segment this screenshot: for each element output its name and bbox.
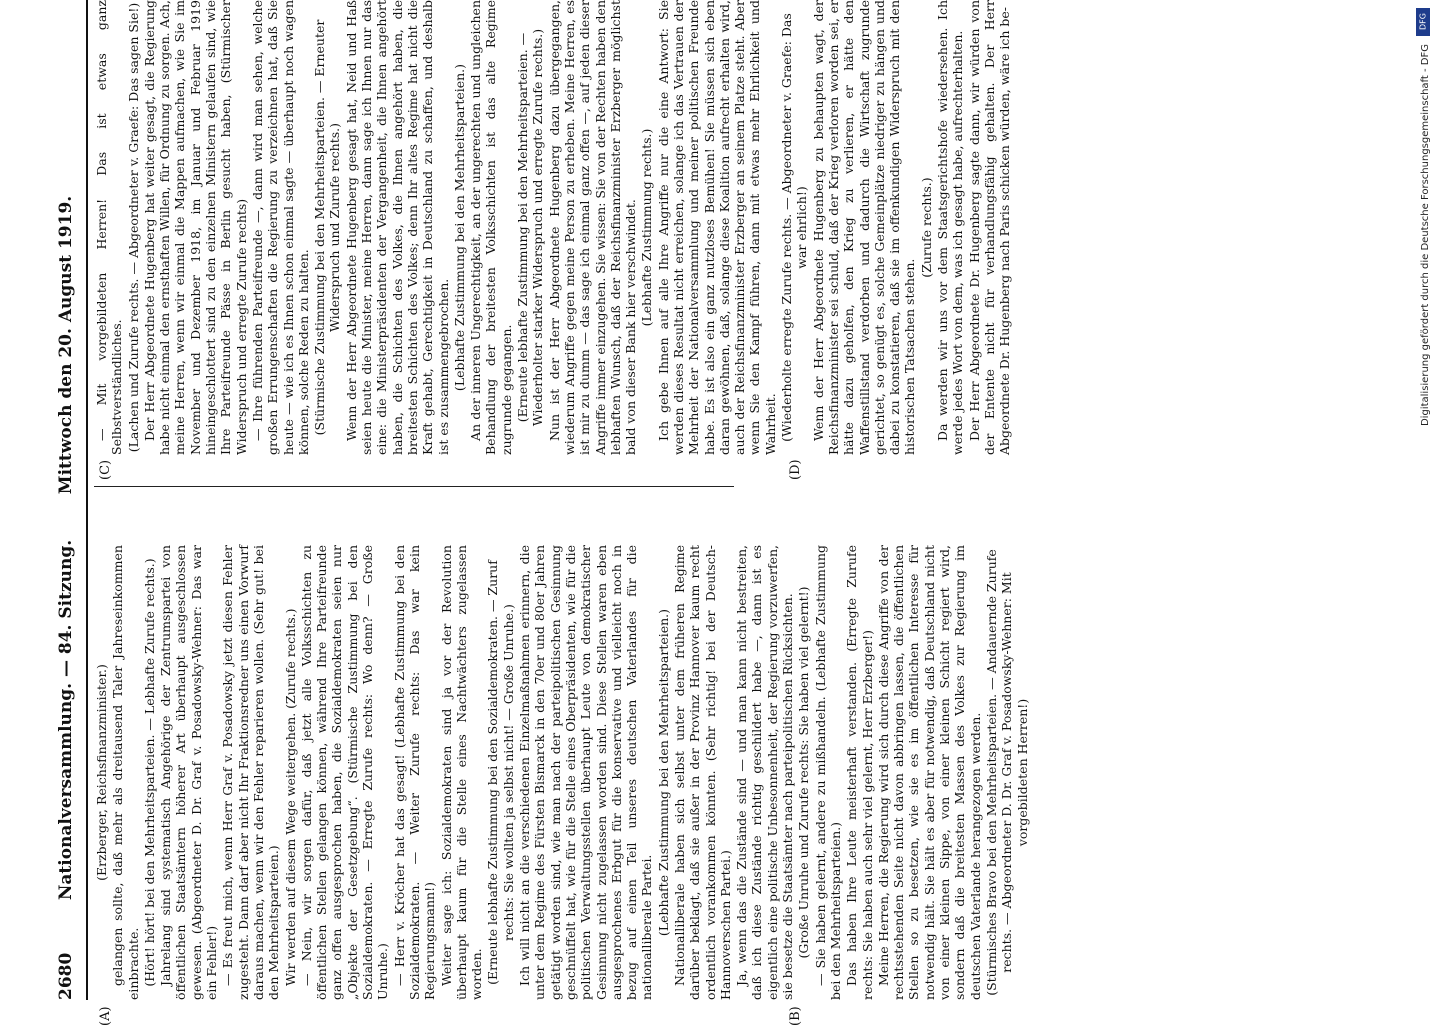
paragraph: Jahrelang sind systematisch Angehörige der Zentrumspartei von öffentlichen Staatsämtern höherer Art überhaupt ausgeschlossen gewesen. (Abgeordneter D. Dr. Graf v. Posadowsky-Wehner: Das war ein Fehler!) (158, 545, 220, 1000)
paragraph: (Hört! hört! bei den Mehrheitsparteien. — Lebhafte Zurufe rechts.) (141, 558, 157, 987)
text-column-left (94, 545, 1030, 1000)
paragraph: (Zurufe rechts.) (918, 177, 934, 278)
paragraph: (Stürmisches Bravo bei den Mehrheitsparteien. — Andauernde Zurufe rechts. — Abgeordneter D. Dr. Graf v. Posadowsky-Wehner: Mit vorgebildeten Herren!) (983, 549, 1030, 996)
paragraph: (Erneute lebhafte Zustimmung bei den Mehrheitsparteien. — Wiederholter starker Widerspruch und erregte Zurufe rechts.) (515, 28, 546, 427)
header-title-right: Mittwoch den 20. August 1919. (56, 195, 76, 495)
paragraph: (Stürmische Zustimmung bei den Mehrheitsparteien. — Erneuter Widerspruch und Zurufe rechts.) (312, 19, 343, 436)
paragraph: — Sie haben gelernt, andere zu mißhandeln. (Lebhafte Zustimmung bei den Mehrheitsparteien.) (812, 545, 843, 1000)
margin-marker-d: (D) (788, 459, 803, 480)
paragraph: (Wiederholte erregte Zurufe rechts. — Abgeordneter v. Graefe: Das war ehrlich!) (779, 13, 810, 442)
header-title-left: Nationalversammlung. — 84. Sitzung. (56, 539, 76, 901)
page-number: 2680 (56, 952, 76, 1000)
paragraph: (Lebhafte Zustimmung bei den Mehrheitsparteien.) (655, 608, 671, 937)
paragraph: — Mit vorgebildeten Herren! Das ist etwas ganz Selbstverständliches. (94, 0, 125, 455)
paragraph: Nationalliberale haben sich selbst unter dem früheren Regime darüber beklagt, daß sie außer in der Provinz Hannover kaum recht ordentlich vorankommen könnten. (Sehr richtig! bei der Deutsch-Hannoverschen Partei.) (671, 545, 733, 1000)
paragraph: Meine Herren, die Regierung wird sich durch diese Angriffe von der rechtsstehenden Seite nicht davon abbringen lassen, die öffentlichen Stellen so zu besetzen, wie sie es im öffentlichen Interesse für notwendig hält. Sie hält es aber für notwendig, daß Deutschland nicht von einer kleinen Sippe, von einer kleinen Schicht regiert wird, sondern daß die breitesten Massen des Volkes zur Regierung im deutschen Vaterlande herangezogen werden. (875, 545, 983, 1000)
margin-marker-a: (A) (98, 1006, 113, 1026)
paragraph: Wenn der Herr Abgeordnete Hugenberg zu behaupten wagt, der Reichsfinanzminister sei schuld, daß der Krieg verloren worden sei, er hätte dazu geholfen, den Krieg zu verlieren, er hätte den Waffenstillstand verdorben und dadurch die Wirtschaft zugrunde gerichtet, so genügt es, solche Gemeinplätze niedriger zu hängen und dabei zu konstatieren, daß sie im offenkundigen Widerspruch mit den historischen Tatsachen stehen. (810, 0, 918, 455)
margin-marker-b: (B) (788, 1006, 803, 1026)
paragraph: Da werden wir uns vor dem Staatsgerichtshofe wiedersehen. Ich werde jedes Wort von dem, was ich gesagt habe, aufrechterhalten. (935, 0, 966, 455)
paragraph: (Lachen und Zurufe rechts. — Abgeordneter v. Graefe: Das sagen Sie!) (125, 2, 141, 453)
dfg-logo: DFG (1416, 8, 1430, 36)
paragraph: Ich gebe Ihnen auf alle Ihre Angriffe nur die eine Antwort: Sie werden dieses Resultat nicht erreichen, solange ich das Vertrauen der Mehrheit der Nationalversammlung und meiner politischen Freunde habe. Es ist also ein ganz nutzloses Bemühen! Sie müssen sich eben daran gewöhnen, daß, solange diese Koalition aufrecht erhalten wird, auch der Reichsfinanzminister Erzberger an seinem Platze steht. Aber wenn Sie den Kampf führen, dann mit etwas mehr Ehrlichkeit und Wahrheit. (655, 0, 778, 455)
header-rule (86, 0, 88, 1000)
paragraph: Weiter sage ich: Sozialdemokraten sind ja vor der Revolution überhaupt kaum für die Stelle eines Nachtwächters zugelassen worden. (438, 545, 485, 1000)
paragraph: — Ihre führenden Parteifreunde —, dann wird man sehen, welche großen Errungenschaften die Regierung zu verzeichnen hat, daß Sie heute — wie ich es Ihnen schon einmal sagte — überhaupt noch wagen können, solche Reden zu halten. (249, 0, 311, 455)
rotated-page (48, 0, 1383, 1026)
margin-marker-c: (C) (98, 459, 113, 480)
paragraph: — Nein, wir sorgen dafür, daß jetzt alle Volksschichten zu öffentlichen Stellen gelangen können, während Ihre Parteifreunde ganz offen ausgesprochen haben, die Sozialdemokraten seien nur „Objekte der Gesetzgebung“. (Stürmische Zustimmung bei den Sozialdemokraten. — Erregte Zurufe rechts: Wo denn? — Große Unruhe.) (298, 545, 391, 1000)
paragraph: gelangen sollte, daß mehr als dreitausend Taler Jahreseinkommen einbrachte. (110, 545, 141, 1000)
paragraph: Ja, wenn das die Zustände sind — und man kann nicht bestreiten, daß ich diese Zustände richtig geschildert habe —, dann ist es eigentlich eine politische Unbesonnenheit, der Regierung vorzuwerfen, sie besetze die Staatsämter nach parteipolitischen Rücksichten. (734, 545, 796, 1000)
paragraph: Das haben Ihre Leute meisterhaft verstanden. (Erregte Zurufe rechts: Sie haben auch sehr viel gelernt, Herr Erzberger!) (844, 545, 875, 1000)
paragraph: (Lebhafte Zustimmung bei den Mehrheitsparteien.) (451, 63, 467, 392)
paragraph: Wenn der Herr Abgeordnete Hugenberg gesagt hat, Neid und Haß seien heute die Minister, meine Herren, dann sage ich Ihnen nur das eine: die Ministerpräsidenten der Vergangenheit, die Ihnen angehört haben, die Schichten des Volkes, die Ihnen angehört haben, die breitesten Schichten des Volkes; denn Ihr altes Regime hat nicht die Kraft gehabt, Gerechtigkeit in Deutschland zu schaffen, und deshalb ist es zusammengebrochen. (343, 0, 451, 455)
digitization-watermark: Digitalisierung gefördert durch die Deutsche Forschungsgemeinschaft - DFG (1420, 44, 1431, 427)
column-divider (94, 486, 734, 487)
paragraph: Nun ist der Herr Abgeordnete Hugenberg dazu übergegangen, wiederum Angriffe gegen meine Person zu erheben. Meine Herren, es ist mir zu dumm — das sage ich einmal ganz offen —, auf jeden dieser Angriffe immer einzugehen. Sie wissen: Sie von der Rechten haben den lebhaften Wunsch, daß der Reichsfinanzminister Erzberger möglichst bald von dieser Bank hier verschwindet. (546, 0, 639, 455)
paragraph: — Herr v. Kröcher hat das gesagt! (Lebhafte Zustimmung bei den Sozialdemokraten. — Weiter Zurufe rechts: Das war kein Regierungsmann!) (391, 545, 438, 1000)
paragraph: Ich will nicht an die verschiedenen Einzelmaßnahmen erinnern, die unter dem Regime des Fürsten Bismarck in den 70er und 80er Jahren getätigt worden sind, wie man nach der parteipolitischen Gesinnung geschnüffelt hat, wie für die Stelle eines Oberpräsidenten, wie für die politischen Verwaltungsstellen überhaupt Leute von demokratischer Gesinnung nicht zugelassen worden sind. Diese Stellen waren eben ausgesprochenes Erbgut für die konservative und vielleicht noch in bezug auf einen Teil unseres deutschen Vaterlandes für die nationalliberale Partei. (517, 545, 655, 1000)
paragraph: An der inneren Ungerechtigkeit, an der ungerechten und ungleichen Behandlung der breitesten Volksschichten ist das alte Regime zugrunde gegangen. (468, 0, 514, 455)
paragraph: (Große Unruhe und Zurufe rechts: Sie haben viel gelernt!) (796, 586, 812, 959)
paragraph: Der Herr Abgeordnete Hugenberg hat weiter gesagt, die Regierung habe nicht einmal den ernsthaften Willen, für Ordnung zu sorgen. Ach, meine Herren, wenn wir einmal die Mappen aufmachen, wie Sie im November und Dezember 1918, im Januar und Februar 1919 hineingeschlottert sind zu den einzelnen Ministern gelaufen sind, wie Ihre Parteifreunde Pässe in Berlin gesucht haben, (Stürmischer Widerspruch und erregte Zurufe rechts) (141, 0, 249, 455)
text-column-right (94, 0, 1013, 455)
paragraph: Der Herr Abgeordnete Dr. Hugenberg sagte dann, wir würden von der Entente nicht für verhandlungsfähig gehalten. Der Herr Abgeordnete Dr. Hugenberg nach Paris schicken würden, wäre ich be- (966, 0, 1013, 455)
paragraph: (Lebhafte Zustimmung rechts.) (639, 128, 655, 327)
page-header (48, 0, 88, 1000)
paragraph: — Es freut mich, wenn Herr Graf v. Posadowsky jetzt diesen Fehler zugesteht. Dann darf aber nicht Ihr Fraktionsredner uns einen Vorwurf daraus machen, wenn wir den Fehler reparieren wollen. (Sehr gut! bei den Mehrheitsparteien.) (220, 545, 282, 1000)
paragraph: Wir werden auf diesem Wege weitergehen. (Zurufe rechts.) (282, 608, 298, 986)
paragraph: (Erzberger, Reichsfinanzminister.) (94, 664, 109, 881)
paragraph: (Erneute lebhafte Zustimmung bei den Sozialdemokraten. — Zuruf rechts: Sie wollten ja selbst nicht! — Große Unruhe.) (485, 560, 516, 985)
